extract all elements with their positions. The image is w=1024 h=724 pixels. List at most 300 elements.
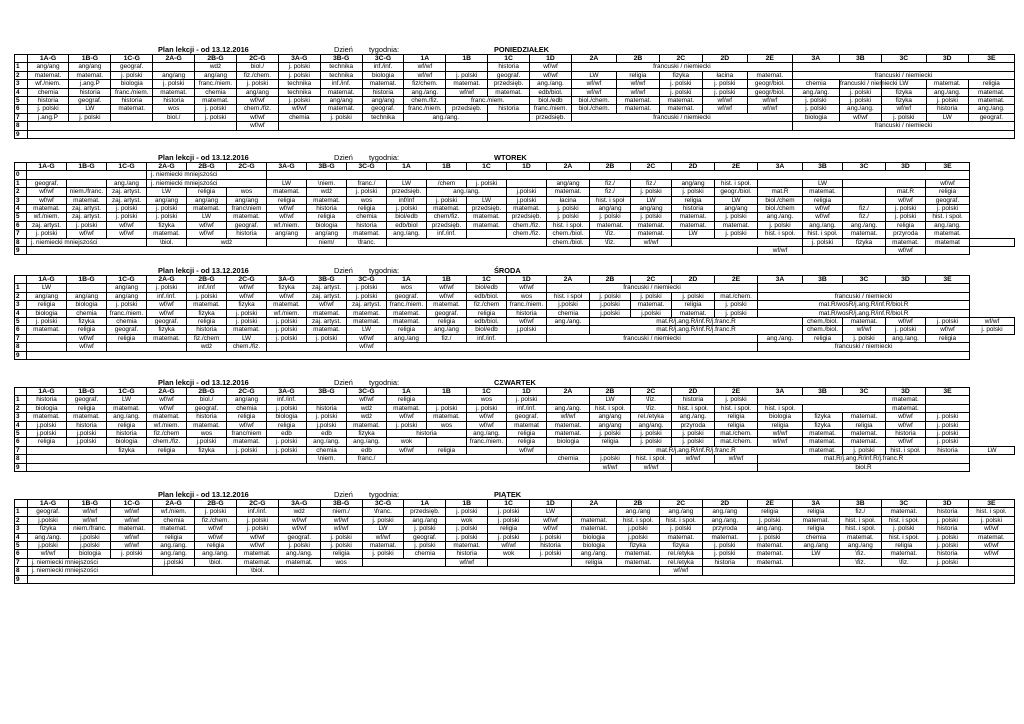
lesson-cell: fizyka (843, 238, 886, 246)
lesson-cell: zaj. artyst. (107, 196, 147, 204)
lesson-row (15, 188, 1015, 196)
lesson-cell: j. polski (631, 292, 672, 300)
class-header-cell: 2B (616, 55, 659, 63)
lesson-cell: wf/wf (530, 63, 572, 71)
lesson-cell: ang./ang (616, 508, 659, 516)
lesson-cell: ang./ang. (672, 413, 715, 421)
lesson-cell: religia (107, 421, 147, 429)
lesson-table (14, 54, 1015, 139)
lesson-cell (27, 122, 236, 130)
lesson-cell: przedsięb. (427, 221, 467, 229)
lesson-cell: j. polski (715, 396, 758, 404)
lesson-cell: religia (187, 318, 227, 326)
lesson-cell: matemat. (227, 326, 267, 334)
lesson-cell: wf/wf (467, 421, 507, 429)
lesson-cell: j. polski (446, 525, 488, 533)
lesson-cell: chem./fiz. (507, 221, 547, 229)
day-header (14, 378, 1015, 387)
lesson-cell: matemat. (747, 550, 792, 558)
lesson-row (15, 525, 1015, 533)
lesson-cell: j.polski (547, 301, 590, 309)
lesson-cell: j. polski (659, 525, 702, 533)
lesson-cell: ang./ang. (547, 318, 590, 326)
class-header-cell: 2B-G (195, 55, 237, 63)
lesson-cell: j.polski (616, 533, 659, 541)
lesson-cell: wf/wf (968, 550, 1014, 558)
lesson-cell: ang./ang. (387, 230, 427, 238)
lesson-cell: matemat. (69, 71, 111, 79)
lesson-cell: j.polski (27, 542, 69, 550)
lesson-row (15, 179, 1015, 187)
lesson-cell: wf/wf (278, 105, 320, 113)
lesson-cell: przedsięb. (387, 188, 427, 196)
lesson-cell (111, 113, 153, 121)
lesson-cell: ang/ang (67, 292, 107, 300)
class-header-cell: 3B (839, 500, 881, 508)
lesson-cell: geograf. (488, 71, 530, 79)
lesson-cell: ang./ang. (547, 404, 590, 412)
class-header-cell: 3C (843, 276, 886, 284)
class-header-cell: 2C-G (227, 388, 267, 396)
lesson-cell: biologia (27, 309, 67, 317)
lesson-cell: wf/wf (530, 71, 572, 79)
lesson-cell: j. polski (886, 213, 926, 221)
lesson-number: 6 (15, 550, 28, 558)
lesson-cell: j. polski (672, 430, 715, 438)
lesson-cell: wos (507, 292, 547, 300)
lesson-cell: j. polski (27, 230, 67, 238)
lesson-number: 5 (15, 213, 27, 221)
lesson-cell (702, 567, 1014, 575)
lesson-cell: fizyka (187, 309, 227, 317)
lesson-cell: religia (320, 550, 362, 558)
class-header-cell: 3A-G (267, 276, 307, 284)
lesson-cell: matemat. (792, 516, 839, 524)
lesson-cell: fizyka (881, 97, 926, 105)
lesson-number: 5 (15, 97, 28, 105)
lesson-cell: chem./biol. (547, 230, 590, 238)
class-header-cell: 2A (547, 163, 590, 171)
lesson-cell (307, 396, 347, 404)
class-header-cell: 3E (926, 388, 970, 396)
class-header-cell: 1C (467, 276, 507, 284)
lesson-cell: matemat (507, 421, 547, 429)
lesson-cell: matemat. (27, 205, 67, 213)
lesson-cell: fizyka (803, 413, 843, 421)
lesson-cell: historia (67, 421, 107, 429)
lesson-cell (153, 567, 237, 575)
lesson-cell: j. polski (267, 438, 307, 446)
lesson-row (15, 230, 1015, 238)
lesson-cell: wf/wf (507, 318, 547, 326)
lesson-cell (547, 396, 590, 404)
class-header-cell: 3C (881, 500, 926, 508)
lesson-cell: franc./niem. (530, 105, 572, 113)
lesson-cell: wf/wf (67, 334, 107, 342)
class-header-cell: 1D (530, 500, 572, 508)
lesson-number: 0 (15, 171, 27, 179)
lesson-row (15, 558, 1015, 566)
lesson-cell: wf/wf (926, 326, 970, 334)
plan-title: Plan lekcji - od 13.12.2016 (158, 153, 249, 162)
lesson-cell: wf/wf (387, 413, 427, 421)
lesson-cell: franc./ (347, 455, 387, 463)
class-header-cell: 2C (659, 55, 702, 63)
lesson-cell: wf/wf (236, 97, 278, 105)
lesson-cell: fizyka (67, 318, 107, 326)
class-header-cell (15, 388, 27, 396)
lesson-cell: łacina (547, 196, 590, 204)
lesson-number: 8 (15, 567, 28, 575)
lesson-cell: franc./niem. (387, 301, 427, 309)
class-header-cell: 1A (404, 500, 446, 508)
lesson-cell: mat.R/j.ang.R/inf.R/j.franc.R (758, 455, 970, 463)
lesson-cell: j. polski (843, 446, 886, 454)
class-header-cell: 2E (747, 500, 792, 508)
lesson-cell: j. polski (320, 113, 362, 121)
lesson-cell: wf/wf (195, 525, 237, 533)
lesson-cell: chem./fiz. (507, 230, 547, 238)
lesson-cell: ang./ang. (926, 221, 970, 229)
lesson-cell: wf/wf (267, 213, 307, 221)
lesson-cell: chemia (792, 533, 839, 541)
class-header-cell: 3D (926, 55, 968, 63)
lesson-number: 7 (15, 230, 27, 238)
lesson-row (15, 567, 1015, 575)
lesson-cell: LW (362, 525, 404, 533)
lesson-row (15, 284, 1015, 292)
lesson-cell: ang/ang (631, 205, 672, 213)
lesson-row (15, 130, 1015, 138)
lesson-cell: historia (69, 88, 111, 96)
lesson-cell: ang/ang (27, 63, 69, 71)
lesson-cell: j.ang.P (69, 80, 111, 88)
lesson-cell: matemat. (427, 301, 467, 309)
lesson-cell: chemia (307, 446, 347, 454)
lesson-cell: geograf. (187, 404, 227, 412)
lesson-cell: wok (488, 550, 530, 558)
class-header-cell: 3E (926, 163, 970, 171)
lesson-cell: wf/wf (758, 430, 803, 438)
lesson-cell: j.polski (590, 455, 631, 463)
class-header-cell: 3C-G (362, 55, 404, 63)
lesson-cell: wdż (195, 63, 237, 71)
lesson-cell: wf/wf (843, 326, 886, 334)
class-header-cell: 1B (427, 388, 467, 396)
lesson-cell: francuski / niemiecki (758, 343, 970, 351)
lesson-cell: historia (362, 88, 404, 96)
lesson-cell: ang./ang. (107, 413, 147, 421)
lesson-cell: matemat. (236, 550, 278, 558)
lesson-cell: matemat. (747, 71, 792, 79)
lesson-cell: ang./ang. (968, 105, 1014, 113)
lesson-cell: religia (387, 326, 427, 334)
class-header-cell: 3A (792, 55, 839, 63)
day-block (14, 153, 1015, 255)
class-header-cell: 1C (467, 163, 507, 171)
lesson-cell: biol/edb (387, 213, 427, 221)
lesson-cell: j.polski (27, 421, 67, 429)
lesson-cell: geograf. (27, 508, 69, 516)
lesson-cell: j. polski (843, 334, 886, 342)
lesson-cell (803, 404, 886, 412)
lesson-cell: franc./niem. (111, 88, 153, 96)
lesson-cell: matemat. (843, 430, 886, 438)
lesson-cell: j. polski (631, 188, 672, 196)
lesson-cell: przedsięb. (488, 80, 530, 88)
class-header-cell: 2C-G (236, 55, 278, 63)
lesson-cell: j. polski (926, 558, 968, 566)
lesson-cell: j.polski (153, 558, 195, 566)
lesson-cell: fiz./ (590, 179, 631, 187)
class-header-cell: 2B (616, 500, 659, 508)
lesson-cell: j. polski (488, 508, 530, 516)
lesson-cell: j. polski (227, 318, 267, 326)
lesson-cell: religia (67, 404, 107, 412)
lesson-cell: religia (147, 446, 187, 454)
lesson-cell: biologia (792, 113, 839, 121)
lesson-cell: j. niemiecki mniejszości (147, 179, 267, 187)
lesson-cell: matemat. (278, 558, 320, 566)
day-label: Dzień (334, 153, 353, 162)
day-label: Dzień (334, 266, 353, 275)
lesson-cell: wf/wf (267, 205, 307, 213)
lesson-cell: hist. i społ. (547, 221, 590, 229)
lesson-cell: hist. i społ. (672, 404, 715, 412)
class-header-cell: 2D (702, 55, 747, 63)
lesson-cell: j. polski (307, 413, 347, 421)
lesson-cell (926, 404, 970, 412)
lesson-cell: matemat. (111, 525, 153, 533)
lesson-cell: mat.R/wosR/j.ang.R/inf.R/biol.R (758, 301, 970, 309)
lesson-row (15, 326, 1015, 334)
lesson-row (15, 301, 1015, 309)
lesson-cell: matemat. (886, 404, 926, 412)
lesson-cell: inf./inf. (427, 230, 467, 238)
lesson-cell: matemat. (886, 238, 926, 246)
lesson-cell: wf/wf (111, 533, 153, 541)
lesson-cell: edb/biol. (467, 318, 507, 326)
lesson-cell: LW (970, 446, 1015, 454)
lesson-cell: wf/wf (886, 318, 926, 326)
lesson-cell: chemia (153, 516, 195, 524)
lesson-cell: ang./ang. (803, 221, 843, 229)
lesson-cell: fizyka (347, 430, 387, 438)
lesson-cell: technika (278, 88, 320, 96)
class-header-cell: 1C-G (111, 500, 153, 508)
lesson-cell: zaj. artyst. (347, 301, 387, 309)
lesson-cell: niem./franc. (69, 525, 111, 533)
lesson-cell: j. polski (227, 309, 267, 317)
lesson-number: 4 (15, 533, 28, 541)
lesson-cell: matemat. (387, 404, 427, 412)
lesson-cell: matemat. (616, 105, 659, 113)
lesson-row (15, 238, 1015, 246)
lesson-cell: wos (347, 196, 387, 204)
lesson-cell: matemat. (427, 413, 467, 421)
class-header-row (15, 55, 1015, 63)
lesson-row (15, 71, 1015, 79)
lesson-cell: j. polski (547, 213, 590, 221)
lesson-cell: /chem (427, 179, 467, 187)
lesson-cell: hist. i społ. (631, 455, 672, 463)
lesson-cell: wf/wf (147, 396, 187, 404)
lesson-cell: religia (467, 309, 507, 317)
lesson-cell: wf/wf (147, 309, 187, 317)
weekday-label: tygodnia: (369, 378, 399, 387)
lesson-cell: religia (507, 438, 547, 446)
lesson-cell: francuski / niemiecki (547, 334, 758, 342)
lesson-cell: j. polski (659, 80, 702, 88)
lesson-cell: matemat. (111, 105, 153, 113)
lesson-cell: historia (926, 446, 970, 454)
lesson-row (15, 221, 1015, 229)
lesson-cell: \fiz. (590, 230, 631, 238)
lesson-cell: historia (111, 97, 153, 105)
lesson-cell: matemat. (747, 558, 792, 566)
class-header-cell: 2A-G (147, 163, 187, 171)
lesson-cell: matemat. (27, 413, 67, 421)
lesson-cell: matemat. (672, 213, 715, 221)
lesson-cell: wf./niem. (153, 508, 195, 516)
lesson-cell: geograf. (404, 533, 446, 541)
lesson-cell: religia (27, 301, 67, 309)
lesson-cell: religia (267, 196, 307, 204)
lesson-cell: matemat. (67, 196, 107, 204)
lesson-cell: edb (267, 430, 307, 438)
class-header-cell: 1D (507, 276, 547, 284)
lesson-cell: franc./niem. (446, 97, 530, 105)
lesson-cell: wf/wf (236, 542, 278, 550)
lesson-cell: \biol. (195, 558, 237, 566)
lesson-cell: historia (672, 205, 715, 213)
lesson-cell: j. polski (147, 205, 187, 213)
lesson-cell: LW (571, 71, 616, 79)
lesson-number: 5 (15, 318, 27, 326)
lesson-cell: religia (803, 334, 843, 342)
lesson-cell: matemat. (307, 309, 347, 317)
lesson-row (15, 196, 1015, 204)
lesson-cell: historia (446, 550, 488, 558)
lesson-cell: religia (267, 421, 307, 429)
lesson-cell: matemat. (968, 533, 1014, 541)
lesson-number: 7 (15, 558, 28, 566)
lesson-cell: wf/wf (69, 516, 111, 524)
lesson-cell: matemat. (195, 97, 237, 105)
lesson-cell: matemat. (968, 88, 1014, 96)
lesson-cell: ang./ang (427, 326, 467, 334)
lesson-cell: wf./niem. (267, 309, 307, 317)
lesson-cell: wf/wf (107, 230, 147, 238)
lesson-cell: francuski / niemiecki (839, 80, 898, 88)
lesson-cell: j. polski (278, 542, 320, 550)
lesson-cell: j. polski (347, 284, 387, 292)
lesson-cell: fiz./chem. (236, 71, 278, 79)
lesson-cell: \biol. (236, 567, 278, 575)
lesson-cell: j. polski (404, 542, 446, 550)
lesson-row (15, 396, 1015, 404)
class-header-cell: 3E (968, 500, 1014, 508)
lesson-cell: j. polski (488, 516, 530, 524)
lesson-cell: historia (387, 430, 467, 438)
lesson-cell: j.polski (616, 525, 659, 533)
lesson-cell: wf/wf (187, 221, 227, 229)
lesson-cell: matemat. (616, 558, 659, 566)
class-header-cell: 3B (803, 388, 843, 396)
lesson-cell: mat.R/j.ang.R/inf.R/j.franc.R (590, 318, 803, 326)
class-header-cell: 3A-G (267, 163, 307, 171)
weekday-label: tygodnia: (369, 490, 399, 499)
lesson-cell: j. polski (227, 446, 267, 454)
lesson-cell (27, 446, 107, 454)
lesson-cell (67, 179, 107, 187)
lesson-cell: LW (69, 105, 111, 113)
lesson-number: 4 (15, 421, 27, 429)
lesson-cell: ang./ang. (792, 88, 839, 96)
lesson-cell: biol./ (187, 396, 227, 404)
lesson-cell: matemat. (387, 309, 427, 317)
lesson-cell: chemia (195, 88, 237, 96)
lesson-cell: j. polski (715, 301, 758, 309)
lesson-cell: wf/wf (111, 516, 153, 524)
lesson-cell: zaj. artyst. (107, 188, 147, 196)
lesson-cell: matemat. (631, 301, 672, 309)
class-header-cell (15, 163, 27, 171)
lesson-cell: wf/wf (69, 508, 111, 516)
lesson-number: 5 (15, 430, 27, 438)
lesson-cell: wdż (347, 404, 387, 412)
lesson-cell: religia (843, 421, 886, 429)
plan-title: Plan lekcji - od 13.12.2016 (158, 378, 249, 387)
lesson-cell: przedsięb. (507, 213, 547, 221)
lesson-cell: j.polski (27, 430, 67, 438)
class-header-cell: 2D (672, 163, 715, 171)
lesson-cell: inf./inf. (147, 292, 187, 300)
lesson-number: 9 (15, 247, 27, 255)
lesson-number: 2 (15, 71, 28, 79)
lesson-cell: j. polski (702, 88, 747, 96)
class-header-cell: 3C-G (362, 500, 404, 508)
lesson-cell: \niem. (307, 455, 347, 463)
lesson-cell: j. niemiecki mniejszości (147, 171, 267, 179)
lesson-cell: wf/wf (507, 284, 547, 292)
lesson-cell: matemat. (362, 80, 404, 88)
lesson-cell (387, 238, 547, 246)
class-header-cell: 1C-G (107, 276, 147, 284)
lesson-cell: wf/wf (404, 71, 446, 79)
lesson-cell: mat.R (758, 188, 803, 196)
lesson-cell: niem/ (307, 238, 347, 246)
class-header-cell: 1A (387, 276, 427, 284)
lesson-cell: ang/ang (267, 230, 307, 238)
lesson-cell: chemia (547, 309, 590, 317)
lesson-cell (387, 343, 758, 351)
lesson-cell: religia (886, 221, 926, 229)
lesson-row (15, 113, 1015, 121)
lesson-row (15, 351, 1015, 359)
lesson-number: 6 (15, 105, 28, 113)
lesson-cell: \fiz. (590, 238, 631, 246)
lesson-cell: j. polski (446, 533, 488, 541)
lesson-cell: ang./ang. (153, 542, 195, 550)
lesson-cell: wos (427, 421, 467, 429)
class-header-cell: 1B (427, 276, 467, 284)
lesson-cell: j. polski (968, 516, 1014, 524)
lesson-cell: hist. i społ (590, 196, 631, 204)
lesson-cell: fiz./ (590, 188, 631, 196)
class-header-cell: 1B (446, 55, 488, 63)
class-header-cell: 2D (672, 276, 715, 284)
